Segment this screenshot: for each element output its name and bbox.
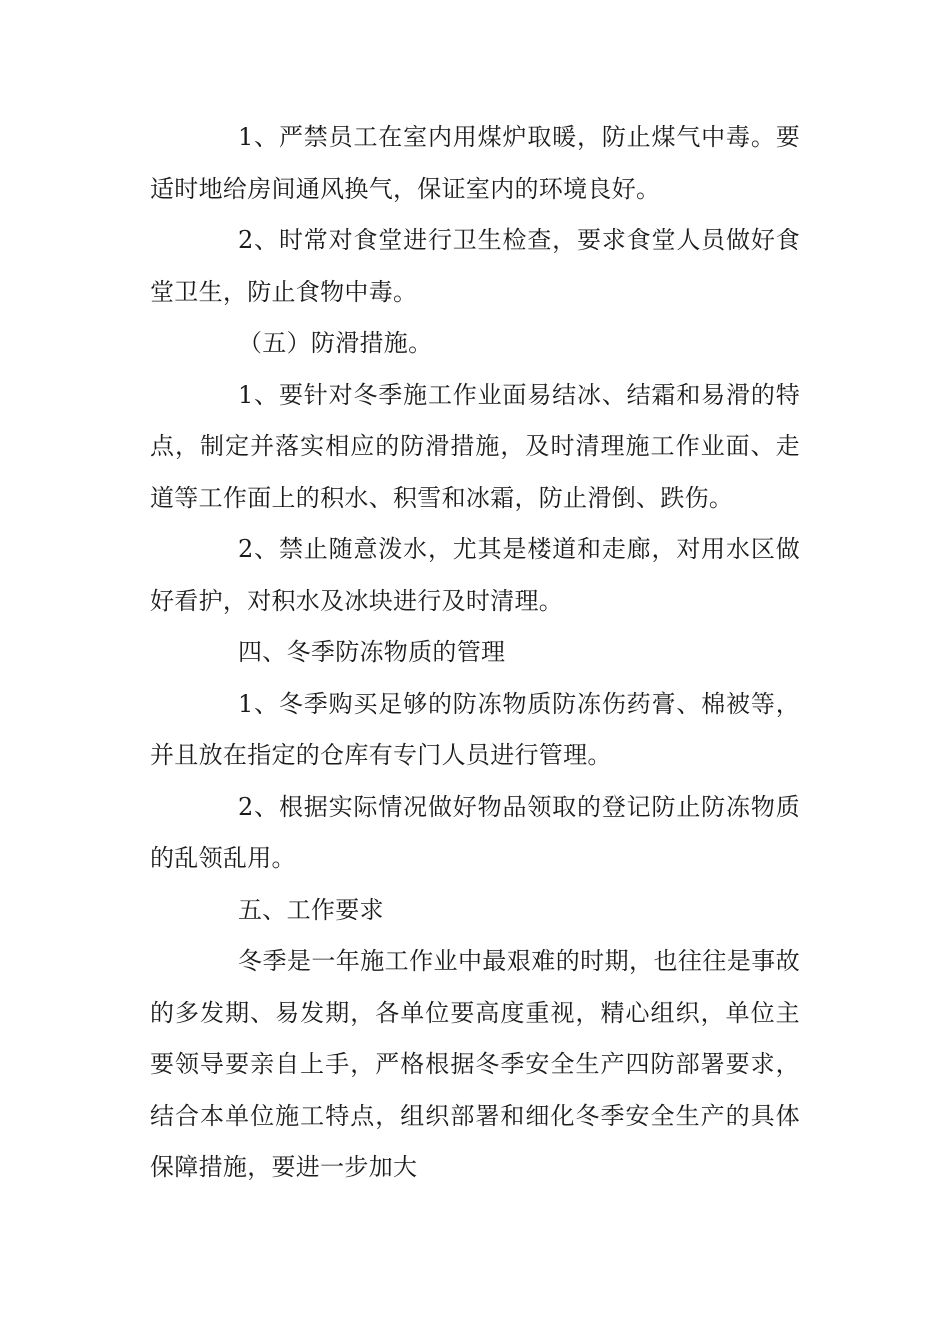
paragraph-6: 2、根据实际情况做好物品领取的登记防止防冻物质的乱领乱用。 xyxy=(150,792,800,872)
paragraph-1: 1、严禁员工在室内用煤炉取暖，防止煤气中毒。要适时地给房间通风换气，保证室内的环境良好。 xyxy=(150,123,800,203)
section-heading-work-requirements: 五、工作要求 xyxy=(238,895,384,924)
section-heading-anti-slip: （五）防滑措施。 xyxy=(238,329,433,357)
section-heading-antifreeze-materials: 四、冬季防冻物质的管理 xyxy=(238,638,506,666)
document-body xyxy=(150,112,800,1194)
paragraph-4: 2、禁止随意泼水，尤其是楼道和走廊，对用水区做好看护，对积水及冰块进行及时清理。 xyxy=(150,535,800,615)
paragraph-7: 冬季是一年施工作业中最艰难的时期，也往往是事故的多发期、易发期，各单位要高度重视，精心组织，单位主要领导要亲自上手，严格根据冬季安全生产四防部署要求，结合本单位施工特点，组织部署和细化冬季安全生产的具体保障措施，要进一步加大 xyxy=(150,947,800,1181)
paragraph-2: 2、时常对食堂进行卫生检查，要求食堂人员做好食堂卫生，防止食物中毒。 xyxy=(150,226,800,306)
paragraph-3: 1、要针对冬季施工作业面易结冰、结霜和易滑的特点，制定并落实相应的防滑措施，及时清理施工作业面、走道等工作面上的积水、积雪和冰霜，防止滑倒、跌伤。 xyxy=(150,380,800,512)
paragraph-5: 1、冬季购买足够的防冻物质防冻伤药膏、棉被等，并且放在指定的仓库有专门人员进行管理。 xyxy=(150,689,800,769)
